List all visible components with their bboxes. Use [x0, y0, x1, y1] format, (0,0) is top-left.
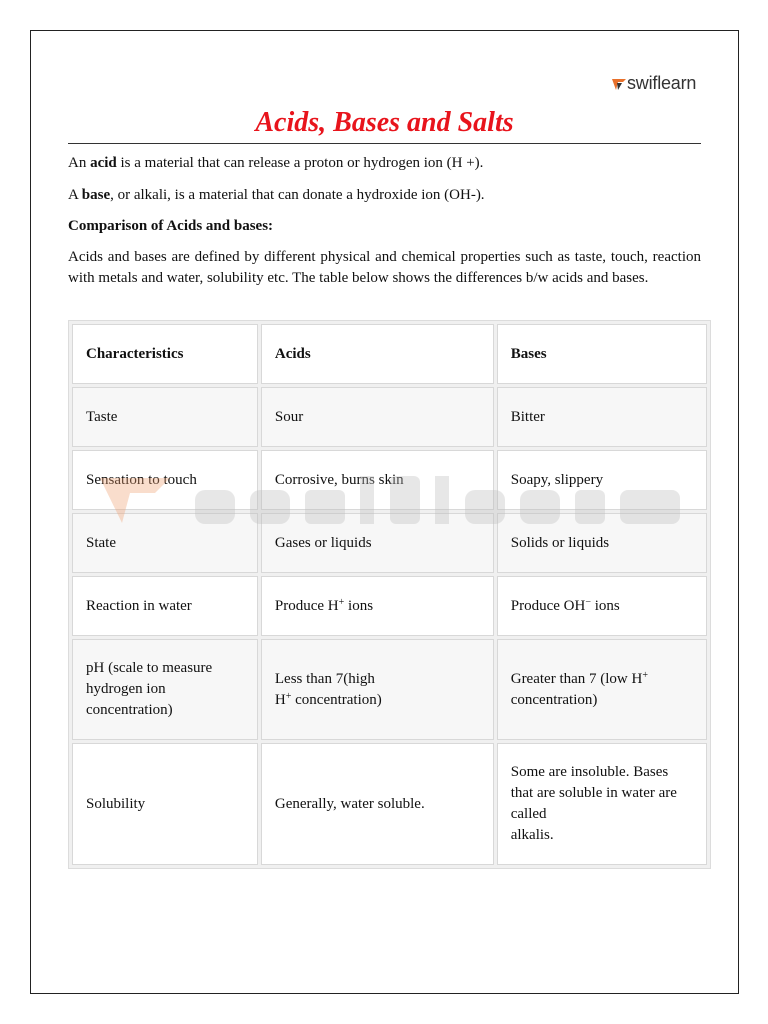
base-term: base [81, 187, 111, 203]
header-cell: Characteristics [72, 324, 258, 384]
table-cell: Soapy, slippery [497, 450, 707, 510]
table-cell: Sensation to touch [72, 450, 258, 510]
table-cell: Gases or liquids [261, 513, 494, 573]
header-cell: Acids [261, 324, 494, 384]
table-row [72, 513, 707, 573]
table-cell: Bitter [497, 387, 707, 447]
table-row [72, 576, 707, 636]
table-cell: Greater than 7 (low H+ concentration) [497, 639, 707, 740]
swiflearn-mark-icon [612, 77, 626, 91]
table-cell: Produce OH− ions [497, 576, 707, 636]
comparison-table [68, 320, 711, 869]
swiflearn-logo [612, 73, 696, 94]
page-title: Acids, Bases and Salts [255, 107, 514, 138]
header-cell: Bases [497, 324, 707, 384]
table-cell: Corrosive, burns skin [261, 450, 494, 510]
title-divider [68, 143, 701, 144]
table-row [72, 639, 707, 740]
table-cell: pH (scale to measure hydrogen ion concentration) [72, 639, 258, 740]
table-header-row [72, 324, 707, 384]
table-row [72, 743, 707, 865]
table-row [72, 387, 707, 447]
comparison-heading: Comparison of Acids and bases: [68, 218, 274, 234]
table-cell: Reaction in water [72, 576, 258, 636]
table-cell: Less than 7(high H+ concentration) [261, 639, 494, 740]
base-definition: A base, or alkali, is a material that can donate a hydroxide ion (OH-). [68, 187, 485, 203]
table-row [72, 450, 707, 510]
table-cell: Produce H+ ions [261, 576, 494, 636]
acid-term: acid [90, 155, 117, 171]
acid-definition: An acid is a material that can release a proton or hydrogen ion (H +). [68, 155, 484, 171]
table-cell: Solubility [72, 743, 258, 865]
table-cell: Sour [261, 387, 494, 447]
comparison-intro: Acids and bases are defined by different physical and chemical properties such as taste, touch, reaction with metals and water, solubility etc. The table below shows the differences b/w acids and bases. [68, 249, 701, 286]
table-cell: Some are insoluble. Bases that are soluble in water are called alkalis. [497, 743, 707, 865]
table-cell: State [72, 513, 258, 573]
table-cell: Generally, water soluble. [261, 743, 494, 865]
table-cell: Taste [72, 387, 258, 447]
logo-text: swiflearn [627, 73, 697, 93]
table-cell: Solids or liquids [497, 513, 707, 573]
